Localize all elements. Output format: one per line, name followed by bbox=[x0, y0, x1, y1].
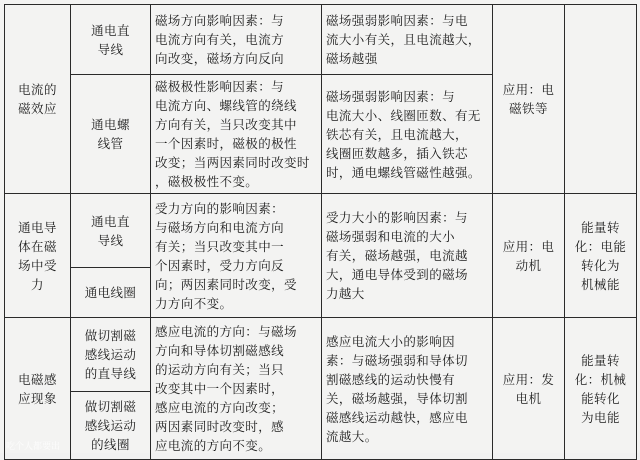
magnitude-cell: 磁场强弱影响因素：与电 流大小有关，且电流越大， 磁场越强 bbox=[322, 5, 493, 75]
direction-cell: 磁极极性影响因素：与 电流方向、螺线管的绕线 方向有关，当只改变其中 一个因素时，磁极的极性 改变；当两因素同时改变时 ，磁极极性不变。 bbox=[151, 75, 322, 194]
table-row bbox=[5, 318, 637, 392]
magnitude-cell: 磁场强弱影响因素：与 电流大小、线圈匝数、有无 铁芯有关，且电流越大， 线圈匝数越多，插入铁芯 时，通电螺线管磁性越强。 bbox=[322, 75, 493, 194]
object-cell: 做切割磁 感线运动 的线圈 bbox=[71, 392, 151, 460]
application-cell: 应用：电 磁铁等 bbox=[493, 5, 565, 194]
energy-cell: 能量转 化：电能 转化为 机械能 bbox=[565, 194, 637, 318]
object-cell: 通电直 导线 bbox=[71, 5, 151, 75]
watermark: 吃个人都要出 bbox=[6, 442, 61, 452]
energy-cell bbox=[565, 5, 637, 194]
object-cell: 通电直 导线 bbox=[71, 194, 151, 268]
direction-cell: 磁场方向影响因素：与 电流方向有关，电流方 向改变，磁场方向反向 bbox=[151, 5, 322, 75]
category-cell: 通电导 体在磁 场中受 力 bbox=[5, 194, 71, 318]
energy-cell: 能量转 化：机械 能转化 为电能 bbox=[565, 318, 637, 460]
application-cell: 应用：电 动机 bbox=[493, 194, 565, 318]
object-cell: 做切割磁 感线运动 的直导线 bbox=[71, 318, 151, 392]
magnitude-cell: 感应电流大小的影响因 素：与磁场强弱和导体切 割磁感线的运动快慢有 关，磁场越强，导体切割 磁感线运动越快，感应电 流越大。 bbox=[322, 318, 493, 460]
category-cell: 电磁感 应现象 bbox=[5, 318, 71, 460]
physics-comparison-table bbox=[4, 4, 637, 460]
category-cell: 电流的 磁效应 bbox=[5, 5, 71, 194]
direction-cell: 感应电流的方向：与磁场 方向和导体切割磁感线 的运动方向有关；当只 改变其中一个因素时， 感应电流的方向改变； 两因素同时改变时，感 应电流的方向不变。 bbox=[151, 318, 322, 460]
table-row bbox=[5, 194, 637, 268]
direction-cell: 受力方向的影响因素： 与磁场方向和电流方向 有关；当只改变其中一 个因素时，受力方向反 向；两因素同时改变，受 力方向不变。 bbox=[151, 194, 322, 318]
magnitude-cell: 受力大小的影响因素：与 磁场强弱和电流的大小 有关，磁场越强，电流越 大，通电导体受到的磁场 力越大 bbox=[322, 194, 493, 318]
object-cell: 通电线圈 bbox=[71, 268, 151, 318]
application-cell: 应用：发 电机 bbox=[493, 318, 565, 460]
table-row bbox=[5, 5, 637, 75]
object-cell: 通电螺 线管 bbox=[71, 75, 151, 194]
